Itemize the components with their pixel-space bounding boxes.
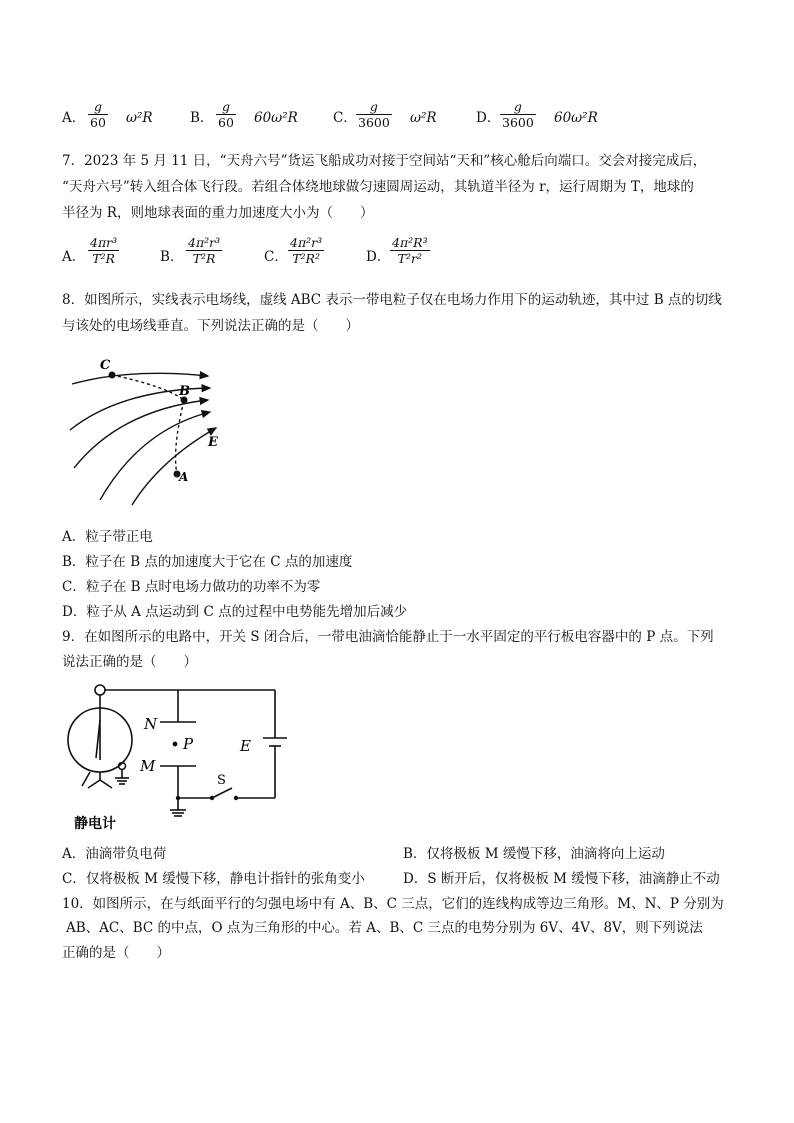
q10-stem-line-1: 10．如图所示，在与纸面平行的匀强电场中有 A、B、C 三点，它们的连线构成等边三角形。M、N、P 分别为 [62,896,724,912]
q6-option-c-numerator: g [356,100,392,115]
q7-option-d-fraction [390,236,430,266]
q6-option-b-label: B． [190,110,214,126]
label-s: S [217,773,226,788]
q7-option-a-numerator: 4πr³ [90,235,118,250]
q6-option-c-term: ω²R [410,110,437,126]
label-b: B [179,384,190,399]
q7-option-a-label: A． [62,249,86,265]
q9-stem-line-1: 9．在如图所示的电路中，开关 S 闭合后，一带电油滴恰能静止于一水平固定的平行板电容器中的 P 点。下列 [62,629,714,645]
q6-option-c-denominator: 3600 [358,115,390,131]
q6-option-b-fraction [216,100,236,130]
field-line-5 [132,428,216,505]
q8-option-a: A．粒子带正电 [62,529,153,545]
q9-stem-line-2: 说法正确的是（ ） [62,654,197,670]
q6-option-b-numerator: g [216,100,236,115]
q7-stem-line-1: 7．2023 年 5 月 11 日，“天舟六号”货运飞船成功对接于空间站“天和”核心舱后向端口。交会对接完成后， [62,153,707,169]
q6-option-c-fraction [356,100,392,130]
label-e: E [208,435,218,450]
oil-drop-p [173,742,178,747]
q6-option-d-label: D． [476,110,501,126]
q6-option-a-fraction [88,100,108,130]
q6-option-d-denominator: 3600 [502,115,534,131]
q7-option-b-denominator: T²R [192,251,216,267]
q7-option-c-label: C． [264,249,288,265]
label-p: P [183,735,194,753]
trajectory-dashed [112,375,184,474]
label-c: C [100,358,111,373]
q7-option-c-fraction [288,236,324,266]
q7-option-d-denominator: T²r² [397,251,422,267]
q6-option-a-term: ω²R [126,110,153,126]
label-m: M [140,757,156,775]
q8-option-d: D．粒子从 A 点运动到 C 点的过程中电势能先增加后减少 [62,604,408,620]
field-line-1 [72,373,208,384]
q6-option-b-denominator: 60 [218,115,234,131]
q6-option-a-numerator: g [88,100,108,115]
q7-stem-line-2: “天舟六号”转入组合体飞行段。若组合体绕地球做匀速圆周运动，其轨道半径为 r，运行周期为 T，地球的 [62,179,694,195]
label-a: A [179,470,189,484]
label-n: N [144,715,158,733]
q6-option-a-label: A． [62,110,86,126]
q7-option-b-fraction [186,236,222,266]
q6-option-d-numerator: g [500,100,536,115]
q6-option-b-term: 60ω²R [254,110,298,126]
field-line-4 [100,412,210,500]
q9-option-c: C．仅将极板 M 缓慢下移，静电计指针的张角变小 [62,871,365,887]
q8-stem-line-1: 8．如图所示，实线表示电场线，虚线 ABC 表示一带电粒子仅在电场力作用下的运动轨迹，其中过 B 点的切线 [62,292,722,308]
q8-option-b: B．粒子在 B 点的加速度大于它在 C 点的加速度 [62,554,353,570]
q9-option-d: D．S 断开后，仅将极板 M 缓慢下移，油滴静止不动 [403,871,720,887]
q9-option-a: A．油滴带负电荷 [62,846,167,862]
q7-option-d-label: D． [366,249,391,265]
q10-stem-line-2: AB、AC、BC 的中点，O 点为三角形的中心。若 A、B、C 三点的电势分别为 6V、4V、8V，则下列说法 [66,920,703,936]
q7-option-b-numerator: 4π²r³ [188,235,221,250]
q6-option-d-fraction [500,100,536,130]
q7-option-a-fraction [88,236,119,266]
q6-option-a-denominator: 60 [90,115,106,131]
q7-option-c-numerator: 4π²r³ [290,235,323,250]
circuit-figure [60,680,290,835]
q8-option-c: C．粒子在 B 点时电场力做功的功率不为零 [62,579,321,595]
q8-stem-line-2: 与该处的电场线垂直。下列说法正确的是（ ） [62,318,359,334]
field-line-3 [74,400,208,468]
q7-option-a-denominator: T²R [92,251,115,267]
q10-stem-line-3: 正确的是（ ） [62,945,170,961]
q7-option-c-denominator: T²R² [292,251,320,267]
electroscope-caption: 静电计 [74,816,116,832]
q7-stem-line-3: 半径为 R，则地球表面的重力加速度大小为（ ） [62,205,374,221]
q6-option-c-label: C． [333,110,357,126]
label-e: E [240,737,251,755]
q6-option-d-term: 60ω²R [554,110,598,126]
electroscope-top-knob [95,685,105,695]
q7-option-d-numerator: 4π²R³ [392,235,428,250]
q9-option-b: B．仅将极板 M 缓慢下移，油滴将向上运动 [403,846,665,862]
switch-s [212,788,232,798]
q7-option-b-label: B． [160,249,184,265]
electric-field-figure [60,350,230,510]
